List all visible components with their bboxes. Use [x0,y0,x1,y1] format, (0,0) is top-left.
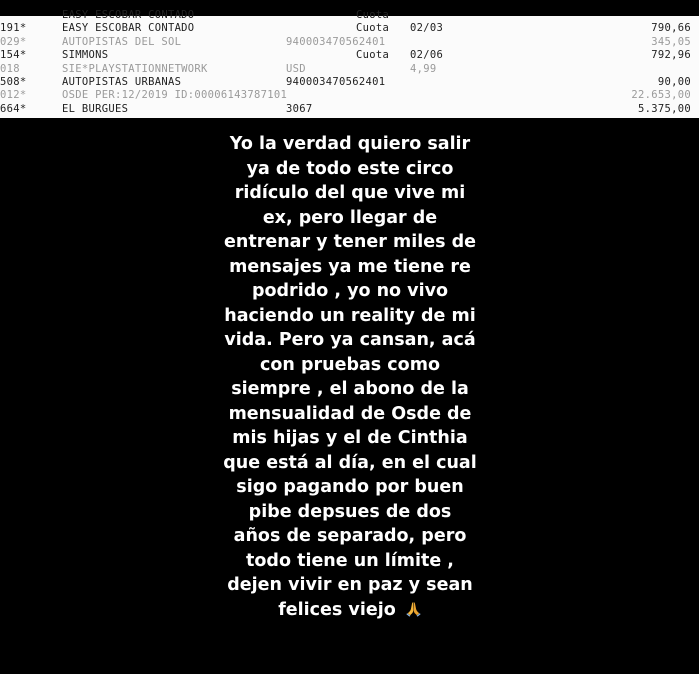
story-line: pibe depsues de dos [248,501,452,522]
story-line: sigo pagando por buen [236,477,464,497]
statement-code: 029* [0,35,27,48]
story-line: podrido , yo no vivo [251,281,449,301]
story-caption [200,132,500,622]
statement-reference: 940003470562401 [286,35,386,48]
story-line: ex, pero llegar de [262,207,438,228]
statement-reference: USD [286,62,306,75]
statement-code: 018 [0,62,20,75]
statement-row [0,63,699,76]
statement-amount: 790,66 [651,22,691,35]
statement-description: SIMMONS [62,49,109,62]
story-line: mensajes ya me tiene re [229,256,471,277]
statement-installment-label: Cuota [356,49,390,62]
statement-amount: 792,96 [651,49,691,62]
statement-description: EL BURGUES [62,102,129,115]
statement-description: EASY ESCOBAR CONTADO [62,9,195,21]
statement-installment-label: Cuota [356,9,390,21]
statement-row [0,76,699,89]
story-line: con pruebas como [260,354,440,375]
story-line: dejen vivir en paz y sean [227,575,473,595]
statement-row [0,49,699,62]
statement-code: 191* [0,22,27,35]
story-line: haciendo un reality de mi [224,305,476,326]
statement-row [0,89,699,102]
story-line: mensualidad de Osde de [228,403,472,424]
statement-amount: 22.653,00 [631,89,691,102]
statement-code: 154* [0,49,27,62]
statement-description: AUTOPISTAS DEL SOL [62,35,182,48]
statement-description: SIE*PLAYSTATIONNETWORK [62,62,208,75]
statement-reference: 3067 [286,102,313,115]
story-line: mis hijas y el de Cinthia [232,428,468,448]
story-line: que está al día, en el cual [223,452,477,473]
story-line: ridículo del que vive mi [234,183,466,203]
statement-row [0,103,699,116]
statement-code: 664* [0,102,27,115]
statement-description: OSDE PER:12/2019 ID:00006143787101 [62,89,288,102]
story-line: todo tiene un límite , [246,550,454,571]
folded-hands-icon [405,600,422,617]
statement-row [0,36,699,49]
statement-description: AUTOPISTAS URBANAS [62,76,182,88]
story-line: entrenar y tener miles de [224,232,476,252]
story-line: felices viejo [278,599,396,620]
story-line: siempre , el abono de la [231,379,469,399]
statement-row [0,9,699,22]
story-line: Yo la verdad quiero salir [229,134,471,154]
statement-installment: 02/06 [410,49,444,62]
statement-reference: 940003470562401 [286,76,386,88]
statement-installment: 02/03 [410,22,444,35]
statement-installment-label: Cuota [356,22,390,35]
story-line: ya de todo este circo [246,158,454,179]
story-line: años de separado, pero [233,526,467,546]
statement-installment: 4,99 [410,62,437,75]
statement-description: EASY ESCOBAR CONTADO [62,22,195,35]
statement-code: 012* [0,89,27,102]
statement-amount: 345,05 [651,35,691,48]
statement-amount: 5.375,00 [638,102,691,115]
story-line: vida. Pero ya cansan, acá [224,330,476,350]
statement-amount: 90,00 [657,76,691,88]
credit-card-statement-image [0,0,699,118]
statement-code: 508* [0,76,27,88]
statement-row [0,22,699,35]
